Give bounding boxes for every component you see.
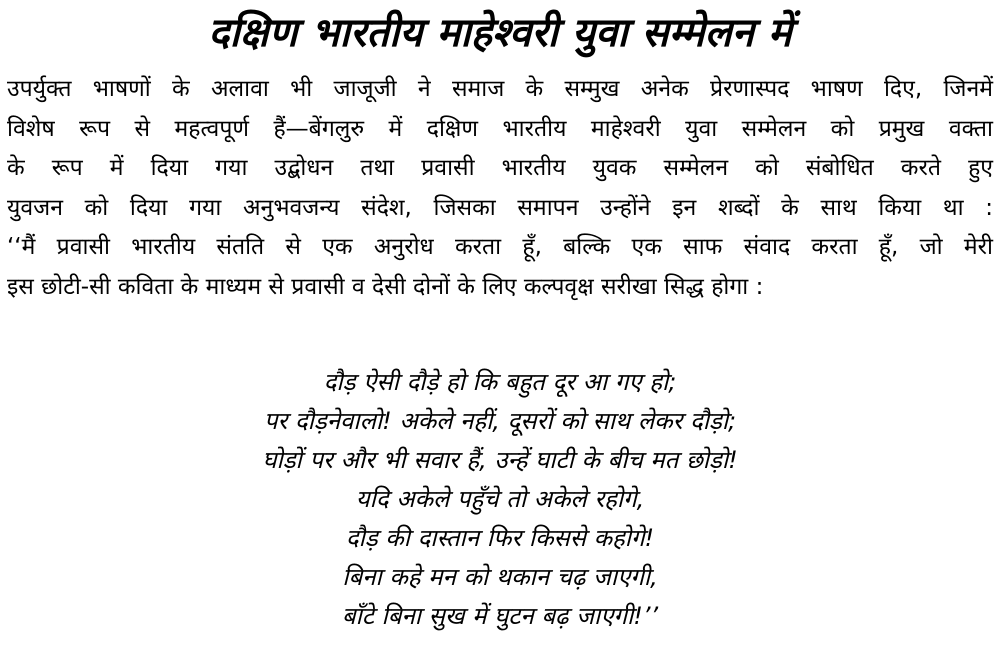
paragraph-line: के रूप में दिया गया उद्बोधन तथा प्रवासी भारतीय युवक सम्मेलन को संबोधित करते हुए [7, 155, 993, 181]
poem-line: बाँटे बिना सुख में घुटन बढ़ जाएगी!’’ [341, 602, 659, 630]
paragraph-line: युवजन को दिया गया अनुभवजन्य संदेश, जिसका समापन उन्होंने इन शब्दों के साथ किया था : [7, 194, 993, 221]
paragraph-line: ‘‘मैं प्रवासी भारतीय संतति से एक अनुरोध करता हूँ, बल्कि एक साफ संवाद करता हूँ, जो मेरी [7, 234, 993, 260]
poem-line: बिना कहे मन को थकान चढ़ जाएगी, [342, 563, 658, 591]
poem-line: पर दौड़नेवालो! अकेले नहीं, दूसरों को साथ लेकर दौड़ो; [263, 407, 737, 435]
poem-line: यदि अकेले पहुँचे तो अकेले रहोगे, [355, 485, 645, 513]
paragraph-line: उपर्युक्त भाषणों के अलावा भी जाजूजी ने समाज के सम्मुख अनेक प्रेरणास्पद भाषण दिए, जिनमें [7, 76, 993, 102]
poem-block [0, 363, 1000, 636]
body-paragraph [7, 70, 993, 307]
poem-line: दौड़ की दास्तान फिर किससे कहोगे! [345, 524, 655, 552]
paragraph-line: विशेष रूप से महत्वपूर्ण हैं—बेंगलुरु में दक्षिण भारतीय माहेश्वरी युवा सम्मेलन को प्रमुख वक्ता [7, 115, 993, 142]
poem-line: घोड़ों पर और भी सवार हैं, उन्हें घाटी के बीच मत छोड़ो! [262, 446, 738, 474]
poem-line: दौड़ ऐसी दौड़े हो कि बहुत दूर आ गए हो; [323, 368, 677, 396]
section-heading: दक्षिण भारतीय माहेश्वरी युवा सम्मेलन में [208, 10, 792, 56]
paragraph-line: इस छोटी-सी कविता के माध्यम से प्रवासी व देसी दोनों के लिए कल्पवृक्ष सरीखा सिद्ध होगा : [7, 273, 764, 300]
